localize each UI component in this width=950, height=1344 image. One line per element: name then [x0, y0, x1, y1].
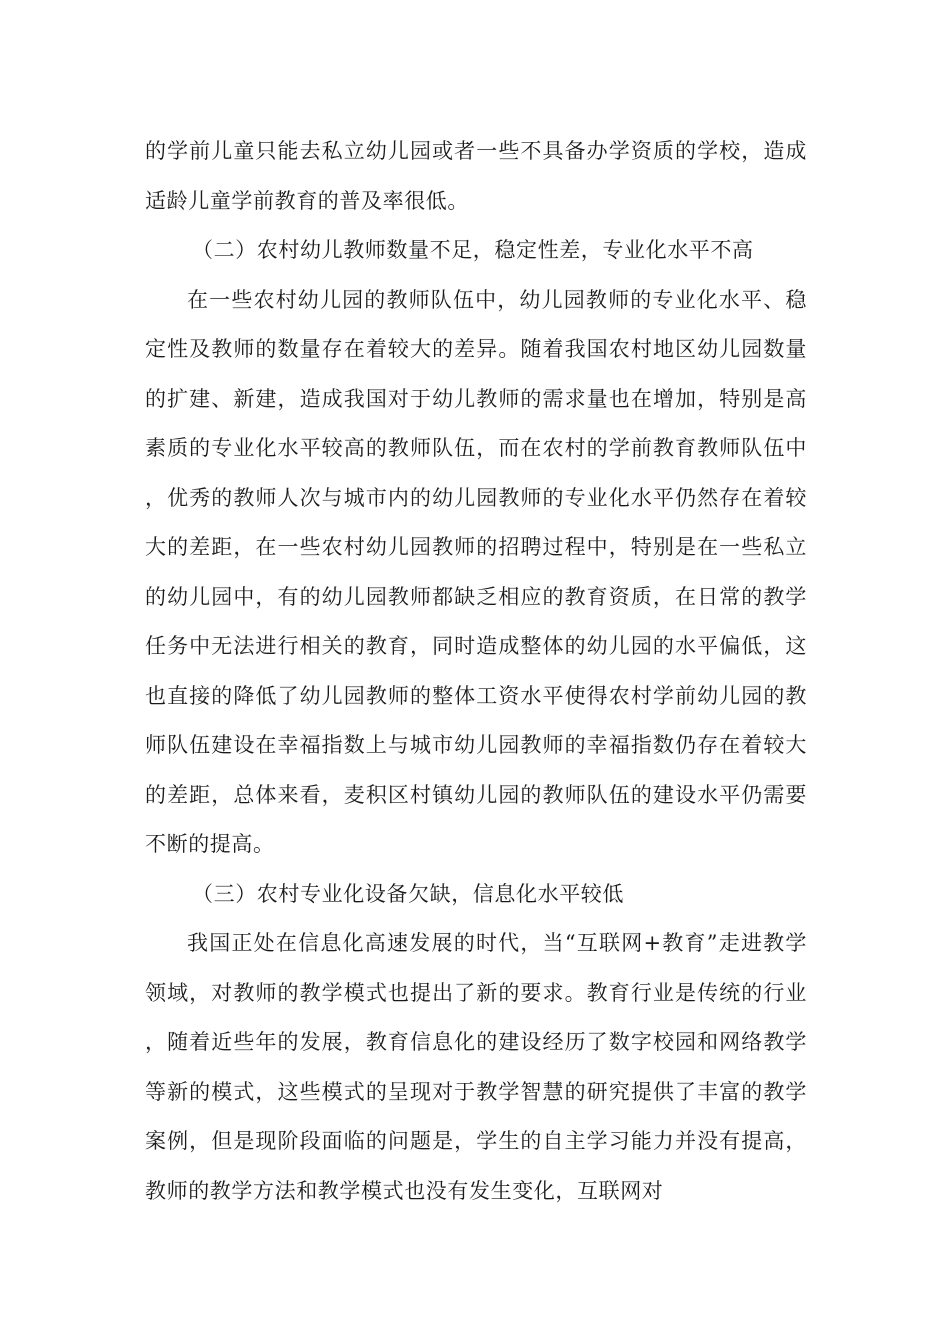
paragraph-continuation: 的学前儿童只能去私立幼儿园或者一些不具备办学资质的学校，造成适龄儿童学前教育的普及率很低。 — [145, 139, 807, 213]
section-heading-3: （三）农村专业化设备欠缺，信息化水平较低 — [192, 881, 624, 906]
section-heading-2: （二）农村幼儿教师数量不足，稳定性差，专业化水平不高 — [192, 238, 754, 262]
paragraph-teachers: 在一些农村幼儿园的教师队伍中，幼儿园教师的专业化水平、稳定性及教师的数量存在着较大的差异。随着我国农村地区幼儿园数量的扩建、新建，造成我国对于幼儿教师的需求量也在增加，特别是高素质的专业化水平较高的教师队伍，而在农村的学前教育教师队伍中，优秀的教师人次与城市内的幼儿园教师的专业化水平仍然存在着较大的差距，在一些农村幼儿园教师的招聘过程中，特别是在一些私立的幼儿园中，有的幼儿园教师都缺乏相应的教育资质，在日常的教学任务中无法进行相关的教育，同时造成整体的幼儿园的水平偏低，这也直接的降低了幼儿园教师的整体工资水平使得农村学前幼儿园的教师队伍建设在幸福指数上与城市幼儿园教师的幸福指数仍存在着较大的差距，总体来看，麦积区村镇幼儿园的教师队伍的建设水平仍需要不断的提高。 — [145, 287, 807, 856]
document-body — [145, 127, 807, 1216]
paragraph-informatization: 我国正处在信息化高速发展的时代，当“互联网+教育”走进教学领域，对教师的教学模式也提出了新的要求。教育行业是传统的行业，随着近些年的发展，教育信息化的建设经历了数字校园和网络教学等新的模式，这些模式的呈现对于教学智慧的研究提供了丰富的教学案例，但是现阶段面临的问题是，学生的自主学习能力并没有提高，教师的教学方法和教学模式也没有发生变化，互联网对 — [145, 931, 807, 1203]
